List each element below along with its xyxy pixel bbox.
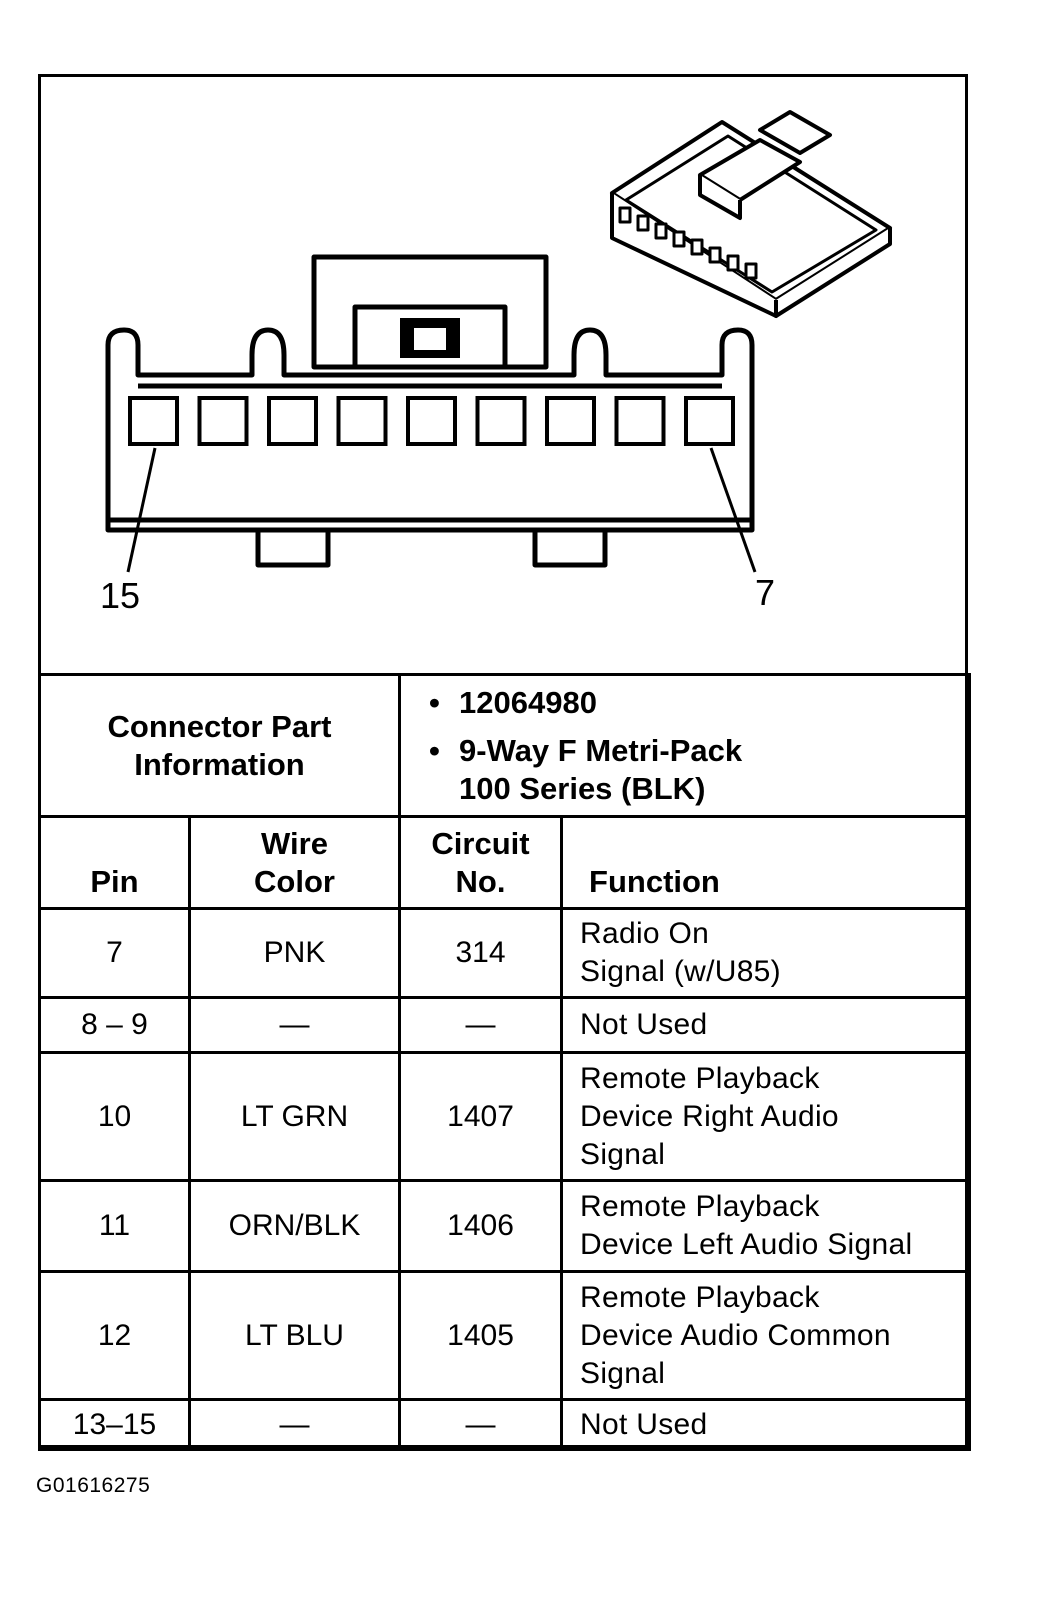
function-cell: Remote Playback Device Right Audio Signal [562,1053,970,1181]
wire-color-cell: LT GRN [190,1053,400,1181]
connector-info-label-line1: Connector Part [107,708,332,744]
figure-id: G01616275 [36,1474,151,1497]
pin-cavity [408,398,455,444]
table-row [40,909,970,998]
connector-info-label-line2: Information [134,746,305,782]
circuit-cell: 1407 [400,1053,562,1181]
wire-color-cell: ORN/BLK [190,1181,400,1272]
connector-part-number: • 12064980 [459,684,968,722]
pin-cell: 8 – 9 [40,998,190,1053]
connector-info-row [40,675,970,817]
wire-color-cell: LT BLU [190,1272,400,1400]
function-cell: Radio On Signal (w/U85) [562,909,970,998]
pin-cavity [478,398,525,444]
header-wire-color: Wire Color [190,817,400,909]
pin-cavity [547,398,594,444]
table-row [40,1400,970,1450]
connector-info-values [400,675,970,817]
pin-cavity [686,398,733,444]
pin-cell: 11 [40,1181,190,1272]
circuit-cell: — [400,1400,562,1450]
pin-cavity [339,398,386,444]
connector-bottom-tab-right [535,530,605,565]
function-cell: Not Used [562,998,970,1053]
function-cell: Not Used [562,1400,970,1450]
circuit-cell: 1405 [400,1272,562,1400]
table-row [40,1272,970,1400]
circuit-cell: — [400,998,562,1053]
pin-cavity [130,398,177,444]
header-row [40,817,970,909]
function-cell: Remote Playback Device Left Audio Signal [562,1181,970,1272]
pin-15-leader [128,448,155,572]
table-row [40,998,970,1053]
circuit-cell: 1406 [400,1181,562,1272]
connector-body-outline [108,330,752,530]
function-cell: Remote Playback Device Audio Common Signal [562,1272,970,1400]
wire-color-cell: PNK [190,909,400,998]
connector-pinout-table [38,673,971,1451]
pin-cell: 13–15 [40,1400,190,1450]
table-row [40,1181,970,1272]
connector-type: • 9-Way F Metri-Pack 100 Series (BLK) [459,732,968,808]
pin-cell: 12 [40,1272,190,1400]
wire-color-cell: — [190,1400,400,1450]
header-pin: Pin [40,817,190,909]
wire-color-cell: — [190,998,400,1053]
connector-face-drawing [0,0,1044,680]
pin-cavity [200,398,247,444]
pin-cell: 10 [40,1053,190,1181]
pin-15-callout: 15 [100,575,141,616]
pin-cavity [617,398,664,444]
pin-cell: 7 [40,909,190,998]
connector-bottom-tab-left [258,530,328,565]
connector-info-label [40,675,400,817]
pin-cavities [130,398,733,444]
connector-isometric-icon [612,112,890,316]
pin-cavity [269,398,316,444]
circuit-cell: 314 [400,909,562,998]
header-circuit-no: Circuit No. [400,817,562,909]
pin-7-leader [711,448,755,572]
table-row [40,1053,970,1181]
pin-7-callout: 7 [755,572,776,613]
header-function: Function [562,817,970,909]
